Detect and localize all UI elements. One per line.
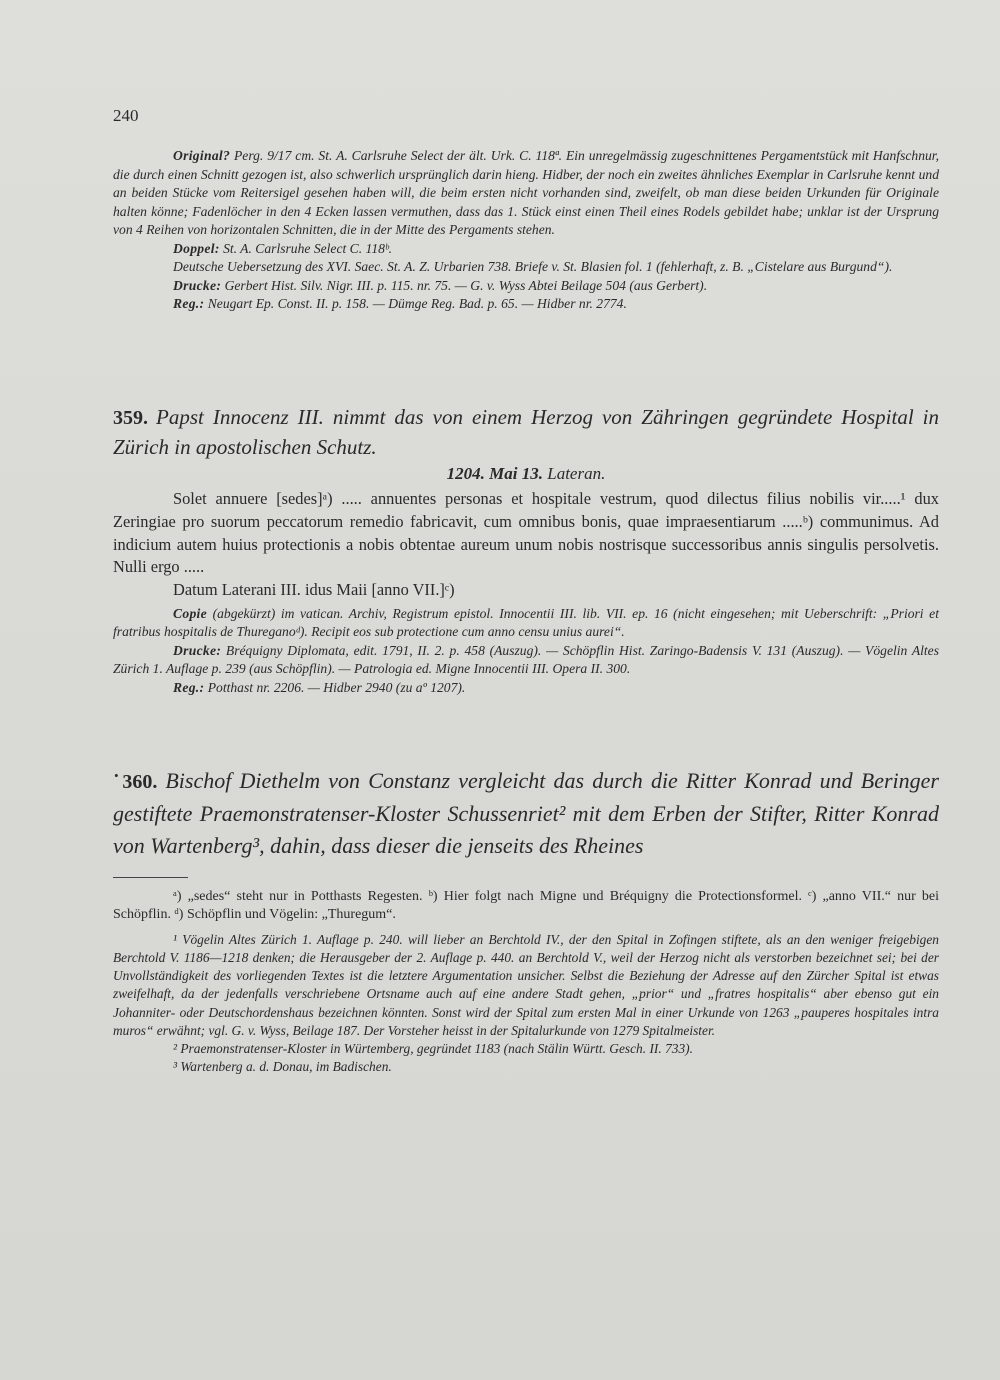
reg-text: Neugart Ep. Const. II. p. 158. — Dümge Reg. Bad. p. 65. — Hidber nr. 2774. <box>207 296 627 311</box>
footnote-letters-text: ᵃ) „sedes“ steht nur in Potthasts Regesten. ᵇ) Hier folgt nach Migne und Bréquigny die Protectionsformel. ᶜ) „anno VII.“ nur bei Schöpflin. ᵈ) Schöpflin und Vögelin: „Thuregum“. <box>113 889 939 923</box>
drucke-note <box>113 277 939 296</box>
footnote-numbered <box>113 931 939 1077</box>
copie-note <box>113 605 939 642</box>
doc358-apparatus <box>113 147 939 314</box>
footnote-letters <box>113 888 939 925</box>
doc360-heading <box>113 765 939 862</box>
reg359-text: Potthast nr. 2206. — Hidber 2940 (zu aº 1207). <box>207 679 466 695</box>
doc359-date <box>113 464 939 484</box>
doc359-apparatus <box>113 605 939 698</box>
doc359-text: Solet annuere [sedes]ᵃ) ..... annuentes personas et hospitale vestrum, quod dilectus filius nobilis vir.....¹ dux Zeringiae pro suorum peccatorum remedio fabricavit, cum omnibus bonis, quae impraesentiarum .....ᵇ) communimus. Ad indicium autem huius protectionis a nobis obtentae aureum unum nobis nostrisque successoribus annis singulis persolvetis. Nulli ergo ..... <box>113 489 939 577</box>
reg-note <box>113 295 939 314</box>
drucke-text: Gerbert Hist. Silv. Nigr. III. p. 115. nr. 75. — G. v. Wyss Abtei Beilage 504 (aus Gerbert). <box>224 277 708 293</box>
drucke359-label: Drucke: <box>173 642 222 658</box>
doc359-datum: Datum Laterani III. idus Maii [anno VII.]ᶜ) <box>173 580 455 600</box>
original-text: Perg. 9/17 cm. St. A. Carlsruhe Select der ält. Urk. C. 118ª. Ein unregelmässig zugeschnittenes Pergamentstück mit Hanfschnur, die durch einen Schnitt gezogen ist, also schwerlich ursprünglich darin hieng. Hidber, der noch ein zweites ähnliches Exemplar in Carlsruhe kennt und an beiden Stücke vom Reitersigel gesehen haben will, die beim ersten nicht vorhanden sind, zweifelt, ob man diese beiden Urkunden für Originale halten könne; Fadenlöcher in den 4 Ecken lassen vermuthen, dass das 1. Stück einst einen Theil eines Rodels gebildet habe; unklar ist der Ursprung von 4 Reihen von horizontalen Schnitten, die in der Mitte des Pergaments stehen. <box>113 148 939 237</box>
doc359-date-place: Lateran. <box>547 464 606 483</box>
copie-text: (abgekürzt) im vatican. Archiv, Registrum epistol. Innocentii III. lib. VII. ep. 16 (nicht eingesehen; mit Ueberschrift: „Priori et fratribus hospitalis de Thureganoᵈ). Recipit eos sub protectione cum anno censu unius aurei“. <box>113 605 939 640</box>
doc360-number: ˙360. <box>113 771 158 793</box>
deutsche-note: Deutsche Uebersetzung des XVI. Saec. St. A. Z. Urbarien 738. Briefe v. St. Blasien fol. 1 (fehlerhaft, z. B. „Cistelare aus Burgund“). <box>173 259 893 274</box>
original-note <box>113 147 939 240</box>
drucke359-note <box>113 642 939 679</box>
reg-label: Reg.: <box>173 296 205 311</box>
footnote-2: ² Praemonstratenser-Kloster in Würtemberg, gegründet 1183 (nach Stälin Württ. Gesch. II. 733). <box>173 1041 693 1057</box>
doc359-title: Papst Innocenz III. nimmt das von einem Herzog von Zähringen gegründete Hospital in Zürich in apostolischen Schutz. <box>113 405 939 459</box>
doppel-note <box>113 240 939 259</box>
footnotes <box>113 888 939 1076</box>
drucke359-text: Bréquigny Diplomata, edit. 1791, II. 2. p. 458 (Auszug). — Schöpflin Hist. Zaringo-Badensis V. 131 (Auszug). — Vögelin Altes Zürich 1. Auflage p. 239 (aus Schöpflin). — Patrologia ed. Migne Innocentii III. Opera II. 300. <box>113 642 940 677</box>
doppel-label: Doppel: <box>173 240 220 256</box>
footnote-1: ¹ Vögelin Altes Zürich 1. Auflage p. 240. will lieber an Berchtold IV., der den Spital in Zofingen stiftete, als an den weniger freigebigen Berchtold V. 1186—1218 denken; die Herausgeber der 2. Auflage p. 440. an Berchtold V., weil der Herzog nicht als verstorben bezeichnet sei; bei der Unvollständigkeit des vorliegenden Textes ist die letztere Argumentation unsicher. Selbst die Beziehung der Adresse auf den Zürcher Spital ist etwas zweifelhaft, da der jedenfalls verschriebene Ortsname auch auf eine andere Stadt gehen, „prior“ und „fratres hospitalis“ aber ebenso gut ein Johanniter- oder Deutschordenshaus bezeichnen könnten. Sonst wird der Spital zum ersten Mal in einer Urkunde von 1263 „pauperes hospitales intra muros“ erwähnt; vgl. G. v. Wyss, Beilage 187. Der Vorsteher heisst in der Spitalurkunde von 1279 Spitalmeister. <box>113 931 939 1038</box>
doc359-heading <box>113 403 939 462</box>
original-label: Original? <box>173 148 231 163</box>
reg359-note <box>113 679 939 698</box>
doc360-title: Bischof Diethelm von Constanz vergleicht das durch die Ritter Konrad und Beringer gestiftete Praemonstratenser-Kloster Schussenriet² mit dem Erben der Stifter, Ritter Konrad von Wartenberg³, dahin, dass dieser die jenseits des Rheines <box>113 768 939 858</box>
footnote-rule <box>113 877 188 878</box>
drucke-label: Drucke: <box>173 277 222 293</box>
doc359-date-bold: 1204. Mai 13. <box>446 464 543 483</box>
reg359-label: Reg.: <box>173 679 205 695</box>
copie-label: Copie <box>173 605 207 621</box>
doc359 <box>113 403 939 697</box>
footnote-3: ³ Wartenberg a. d. Donau, im Badischen. <box>173 1059 392 1075</box>
doc359-body <box>113 488 939 602</box>
doc360 <box>113 765 939 862</box>
page-number: 240 <box>113 106 139 125</box>
doc359-number: 359. <box>113 407 148 429</box>
doppel-text: St. A. Carlsruhe Select C. 118ᵇ. <box>223 240 392 256</box>
